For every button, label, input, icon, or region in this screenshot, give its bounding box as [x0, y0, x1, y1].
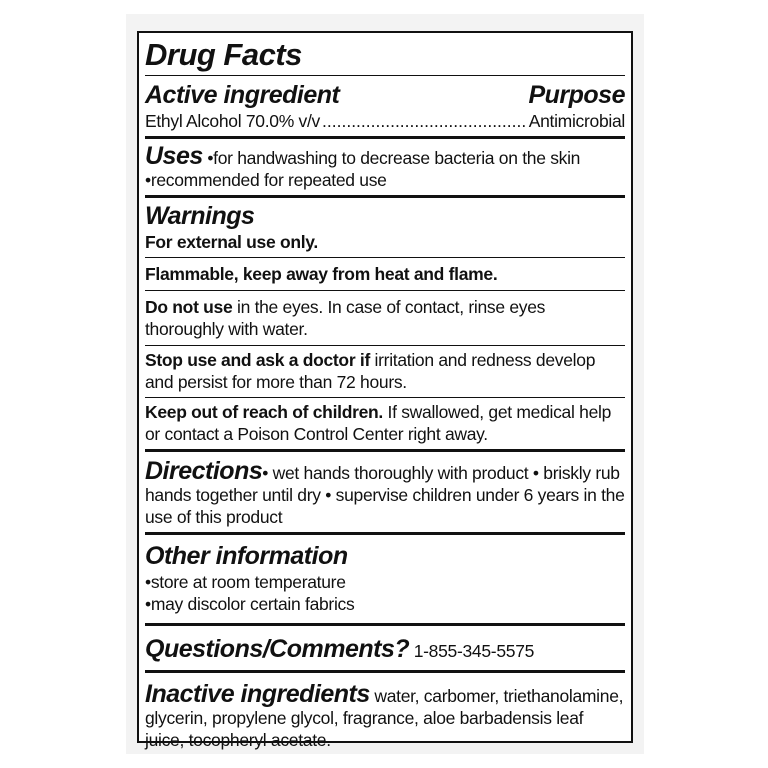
other-information-heading: Other information: [145, 542, 348, 570]
stop-use-text: irritation and redness develop and persist for more than 72 hours.: [145, 350, 596, 392]
active-ingredient-purpose: Antimicrobial: [528, 111, 625, 131]
flammable-section: [145, 258, 625, 291]
inactive-ingredients-heading: Inactive ingredients: [145, 680, 370, 708]
questions-phone: 1-855-345-5575: [413, 641, 535, 661]
drug-facts-panel: [137, 31, 633, 750]
do-not-use-text: in the eyes. In case of contact, rinse eyes thoroughly with water.: [145, 297, 546, 339]
active-ingredient-row: [145, 110, 625, 132]
stop-use-section: [145, 346, 625, 398]
external-use-warning: For external use only.: [145, 232, 318, 252]
keep-out-text: If swallowed, get medical help or contact a Poison Control Center right away.: [145, 402, 612, 444]
flammable-warning: Flammable, keep away from heat and flame.: [145, 264, 498, 284]
questions-heading: Questions/Comments?: [145, 635, 410, 663]
do-not-use-label: Do not use: [145, 297, 233, 317]
uses-item: • recommended for repeated use: [145, 169, 625, 191]
drug-facts-title: Drug Facts: [145, 37, 302, 72]
directions-step: • supervise children under 6 years in the use of this product: [145, 485, 625, 527]
other-information-section: [145, 535, 625, 626]
keep-out-label: Keep out of reach of children.: [145, 402, 383, 422]
directions-step: • briskly rub hands together until dry: [145, 463, 620, 505]
do-not-use-section: [145, 291, 625, 346]
uses-heading: Uses: [145, 142, 203, 170]
inactive-ingredients-text: water, carbomer, triethanolamine, glycerin, propylene glycol, fragrance, aloe barbadensis leaf juice, tocopheryl acetate.: [145, 686, 624, 750]
warnings-heading: Warnings: [145, 202, 255, 230]
leader-dots: [322, 110, 527, 132]
other-information-item: • store at room temperature: [145, 571, 625, 593]
active-ingredient-section: [145, 76, 625, 139]
other-information-item: • may discolor certain fabrics: [145, 593, 625, 615]
directions-section: [145, 452, 625, 535]
inactive-ingredients-section: [145, 673, 625, 755]
warnings-header-section: [145, 198, 625, 258]
uses-section: [145, 139, 625, 198]
directions-step: • wet hands thoroughly with product: [262, 463, 533, 483]
active-ingredient-heading: Active ingredient: [145, 81, 340, 109]
stop-use-label: Stop use and ask a doctor if: [145, 350, 370, 370]
uses-item: • for handwashing to decrease bacteria on the skin: [207, 148, 580, 168]
keep-out-section: [145, 398, 625, 452]
active-ingredient-name: Ethyl Alcohol 70.0% v/v: [145, 111, 321, 131]
directions-heading: Directions: [145, 457, 263, 485]
title-section: [145, 33, 625, 76]
purpose-heading: Purpose: [528, 81, 625, 109]
questions-section: [145, 626, 625, 673]
